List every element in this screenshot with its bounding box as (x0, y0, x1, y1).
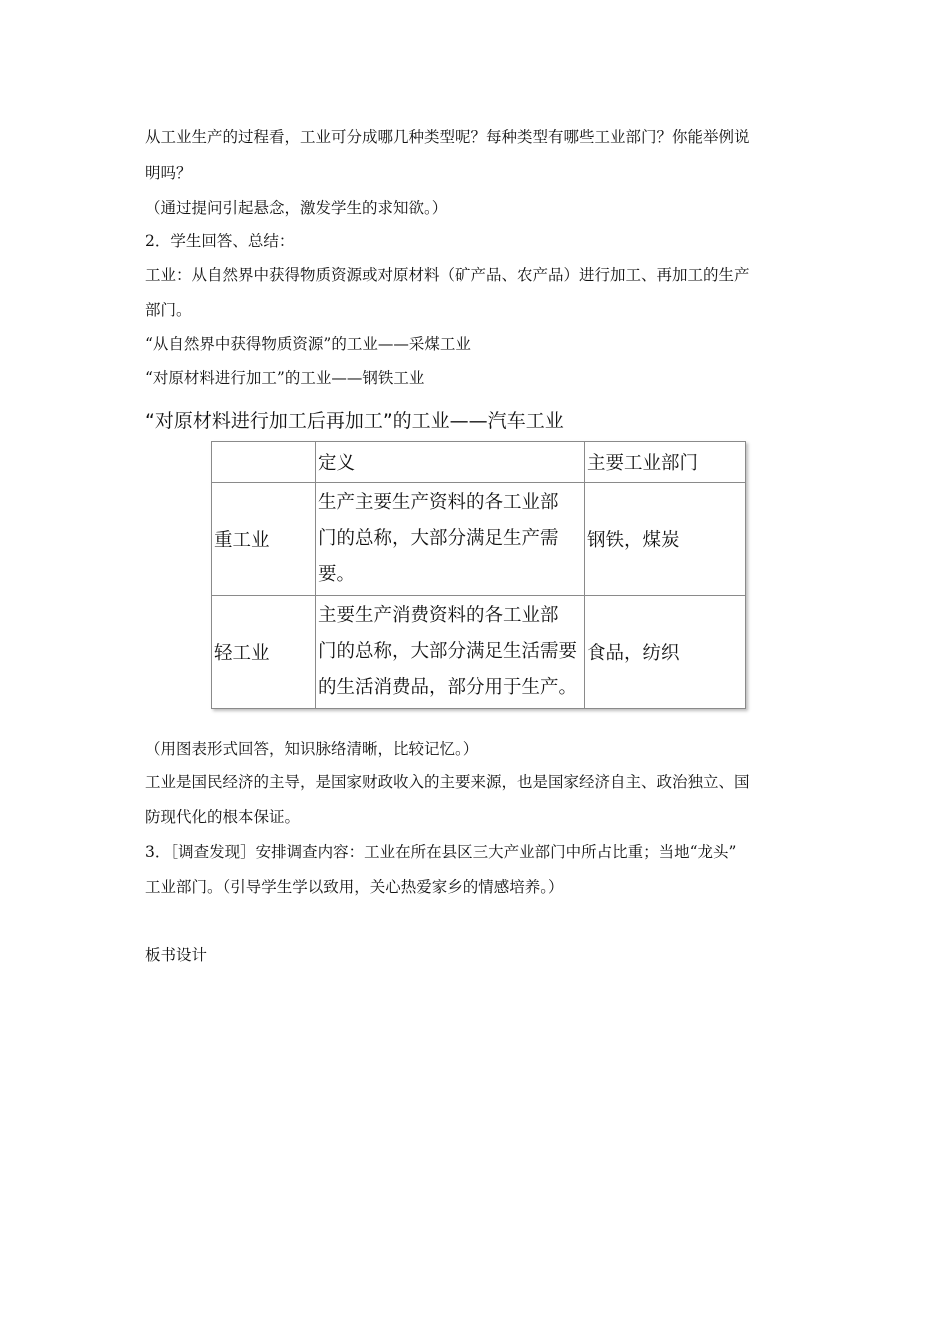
example-coal: “从自然界中获得物质资源”的工业——采煤工业 (145, 335, 471, 353)
industry-table (211, 441, 746, 709)
table-header-row (212, 442, 746, 483)
paragraph-step-3: 3．［调查发现］安排调查内容：工业在所在县区三大产业部门中所占比重；当地“龙头” (145, 843, 737, 861)
table-header-empty (212, 442, 316, 483)
paragraph-question-cont: 明吗？ (145, 164, 192, 182)
table-row (212, 483, 746, 596)
paragraph-step-3-cont: 工业部门。（引导学生学以致用，关心热爱家乡的情感培养。） (145, 878, 564, 896)
row-sectors: 钢铁，煤炭 (585, 483, 746, 596)
section-heading-board-design: 板书设计 (145, 946, 208, 964)
example-auto: “对原材料进行加工后再加工”的工业——汽车工业 (145, 410, 564, 432)
table-row (212, 596, 746, 709)
paragraph-note-2: （用图表形式回答，知识脉络清晰，比较记忆。） (145, 740, 479, 758)
paragraph-note-1: （通过提问引起悬念，激发学生的求知欲。） (145, 199, 448, 217)
paragraph-definition: 工业：从自然界中获得物质资源或对原材料（矿产品、农产品）进行加工、再加工的生产 (145, 266, 750, 284)
row-definition: 生产主要生产资料的各工业部 门的总称，大部分满足生产需 要。 (316, 483, 585, 596)
example-steel: “对原材料进行加工”的工业——钢铁工业 (145, 369, 425, 387)
table-header-definition: 定义 (316, 442, 585, 483)
paragraph-importance: 工业是国民经济的主导，是国家财政收入的主要来源，也是国家经济自主、政治独立、国 (145, 773, 750, 791)
row-name: 轻工业 (212, 596, 316, 709)
row-definition: 主要生产消费资料的各工业部 门的总称，大部分满足生活需要 的生活消费品，部分用于生产。 (316, 596, 585, 709)
paragraph-question: 从工业生产的过程看，工业可分成哪几种类型呢？每种类型有哪些工业部门？你能举例说 (145, 128, 750, 146)
paragraph-definition-cont: 部门。 (145, 301, 192, 319)
table-header-sectors: 主要工业部门 (585, 442, 746, 483)
paragraph-step-2: 2．学生回答、总结： (145, 232, 295, 250)
row-name: 重工业 (212, 483, 316, 596)
row-sectors: 食品，纺织 (585, 596, 746, 709)
paragraph-importance-cont: 防现代化的根本保证。 (145, 808, 301, 826)
